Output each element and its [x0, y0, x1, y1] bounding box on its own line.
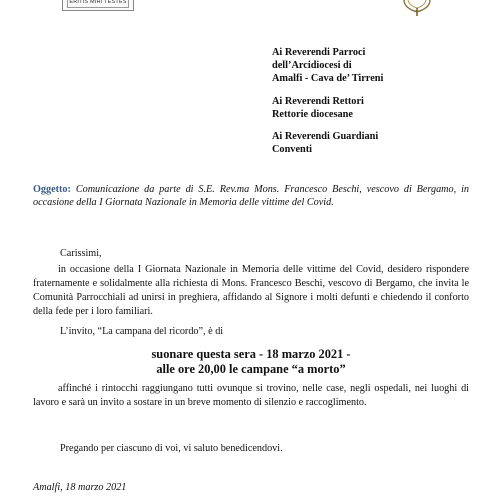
addressee-parroci [272, 46, 492, 85]
addressee-line: Ai Reverendi Guardiani [272, 131, 379, 142]
body-paragraph-2: affinché i rintocchi raggiungano tutti ovunque si trovino, nelle case, negli ospedali, nei luoghi di lavoro e sarà un invito a sostare in un breve momento di silenzio e raccoglimento. [33, 383, 469, 408]
highlight-line-1: suonare questa sera - 18 marzo 2021 - [151, 347, 351, 361]
addressee-line: Rettorie diocesane [272, 108, 353, 120]
closing-line: Pregando per ciascuno di voi, vi saluto benedicendovi. [60, 443, 283, 454]
date-line: Amalfi, 18 marzo 2021 [33, 482, 127, 493]
subject-paragraph [33, 183, 469, 209]
addressee-rettori [272, 95, 492, 121]
left-emblem-motto: ERITIS MIHI TESTES [67, 0, 129, 8]
left-emblem [62, 0, 134, 11]
addressee-line: Amalfi - Cava de’ Tirreni [272, 73, 384, 84]
addressee-line: dell’Arcidiocesi di [272, 60, 352, 71]
body-paragraph-1: in occasione della I Giornata Nazionale in Memoria delle vittime del Covid, desidero rispondere fraternamente e solidalmente alla richiesta di Mons. Francesco Beschi, vescovo di Bergamo, che invita le Comunità Parrocchiali ad unirsi in preghiera, affidando al Signore i molti defunti e chiedendo il conforto della fede per i loro familiari. [33, 264, 469, 317]
addressee-guardiani [272, 130, 492, 156]
highlight-line-2: alle ore 20,00 le campane “a morto” [156, 362, 346, 376]
subject-text: Comunicazione da parte di S.E. Rev.ma Mons. Francesco Beschi, vescovo di Bergamo, in occasione della I Giornata Nazionale in Memoria delle vittime del Covid. [33, 184, 470, 208]
addressee-block [272, 46, 492, 166]
addressee-line: Ai Reverendi Rettori [272, 95, 364, 107]
invite-line: L’invito, “La campana del ricordo”, è di [60, 326, 224, 337]
salutation: Carissimi, [60, 248, 102, 259]
highlight-block [33, 347, 469, 377]
addressee-line: Ai Reverendi Parroci [272, 47, 366, 58]
subject-label: Oggetto: [33, 184, 71, 195]
addressee-line: Conventi [272, 144, 313, 155]
coat-of-arms-icon [400, 0, 434, 16]
